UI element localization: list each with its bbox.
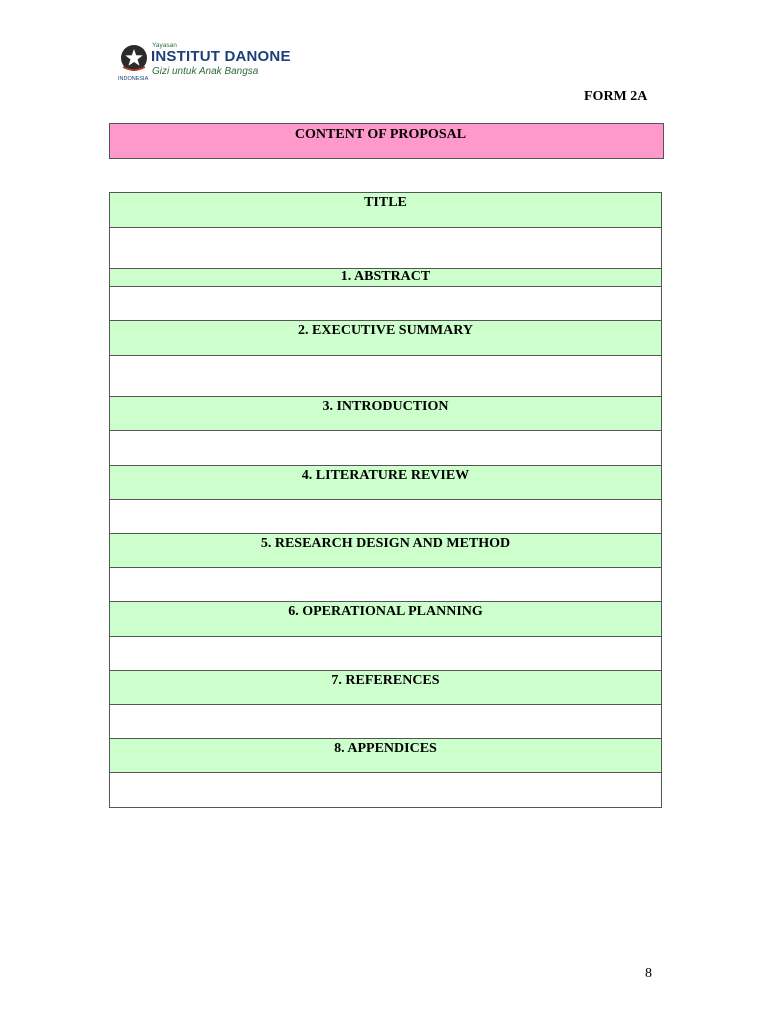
section-input-abstract[interactable] bbox=[110, 287, 661, 321]
section-input-title[interactable] bbox=[110, 228, 661, 269]
section-label: 7. REFERENCES bbox=[331, 673, 440, 688]
section-label: 4. LITERATURE REVIEW bbox=[301, 468, 470, 483]
section-input-references[interactable] bbox=[110, 705, 661, 739]
star-emblem-icon bbox=[120, 44, 148, 72]
section-label: 8. APPENDICES bbox=[334, 741, 437, 756]
section-label: 3. INTRODUCTION bbox=[322, 399, 449, 414]
institut-danone-logo bbox=[118, 42, 291, 86]
section-label: 1. ABSTRACT bbox=[340, 269, 431, 284]
section-header-abstract bbox=[110, 269, 661, 287]
section-header-appendices bbox=[110, 739, 661, 773]
content-of-proposal-header bbox=[109, 123, 664, 159]
section-label: 2. EXECUTIVE SUMMARY bbox=[298, 323, 473, 338]
section-input-appendices[interactable] bbox=[110, 773, 661, 807]
content-header-label: CONTENT OF PROPOSAL bbox=[294, 127, 467, 142]
section-header-introduction bbox=[110, 397, 661, 431]
section-label: TITLE bbox=[364, 195, 407, 210]
section-input-executive-summary[interactable] bbox=[110, 356, 661, 397]
form-number: FORM 2A bbox=[584, 89, 648, 104]
proposal-sections-table bbox=[109, 192, 662, 808]
section-input-introduction[interactable] bbox=[110, 431, 661, 466]
logo-tagline: Gizi untuk Anak Bangsa bbox=[152, 66, 259, 77]
section-label: 5. RESEARCH DESIGN AND METHOD bbox=[260, 536, 511, 551]
logo-name: INSTITUT DANONE bbox=[151, 48, 291, 65]
section-header-executive-summary bbox=[110, 321, 661, 356]
section-header-operational-planning bbox=[110, 602, 661, 637]
page-number: 8 bbox=[645, 966, 652, 981]
section-input-literature-review[interactable] bbox=[110, 500, 661, 534]
section-header-literature-review bbox=[110, 466, 661, 500]
section-header-title bbox=[110, 193, 661, 228]
section-label: 6. OPERATIONAL PLANNING bbox=[288, 604, 483, 619]
section-input-operational-planning[interactable] bbox=[110, 637, 661, 671]
section-input-research-design[interactable] bbox=[110, 568, 661, 602]
section-header-research-design bbox=[110, 534, 661, 568]
logo-country: INDONESIA bbox=[118, 76, 149, 82]
section-header-references bbox=[110, 671, 661, 705]
logo-small-text: Yayasan bbox=[152, 42, 177, 49]
